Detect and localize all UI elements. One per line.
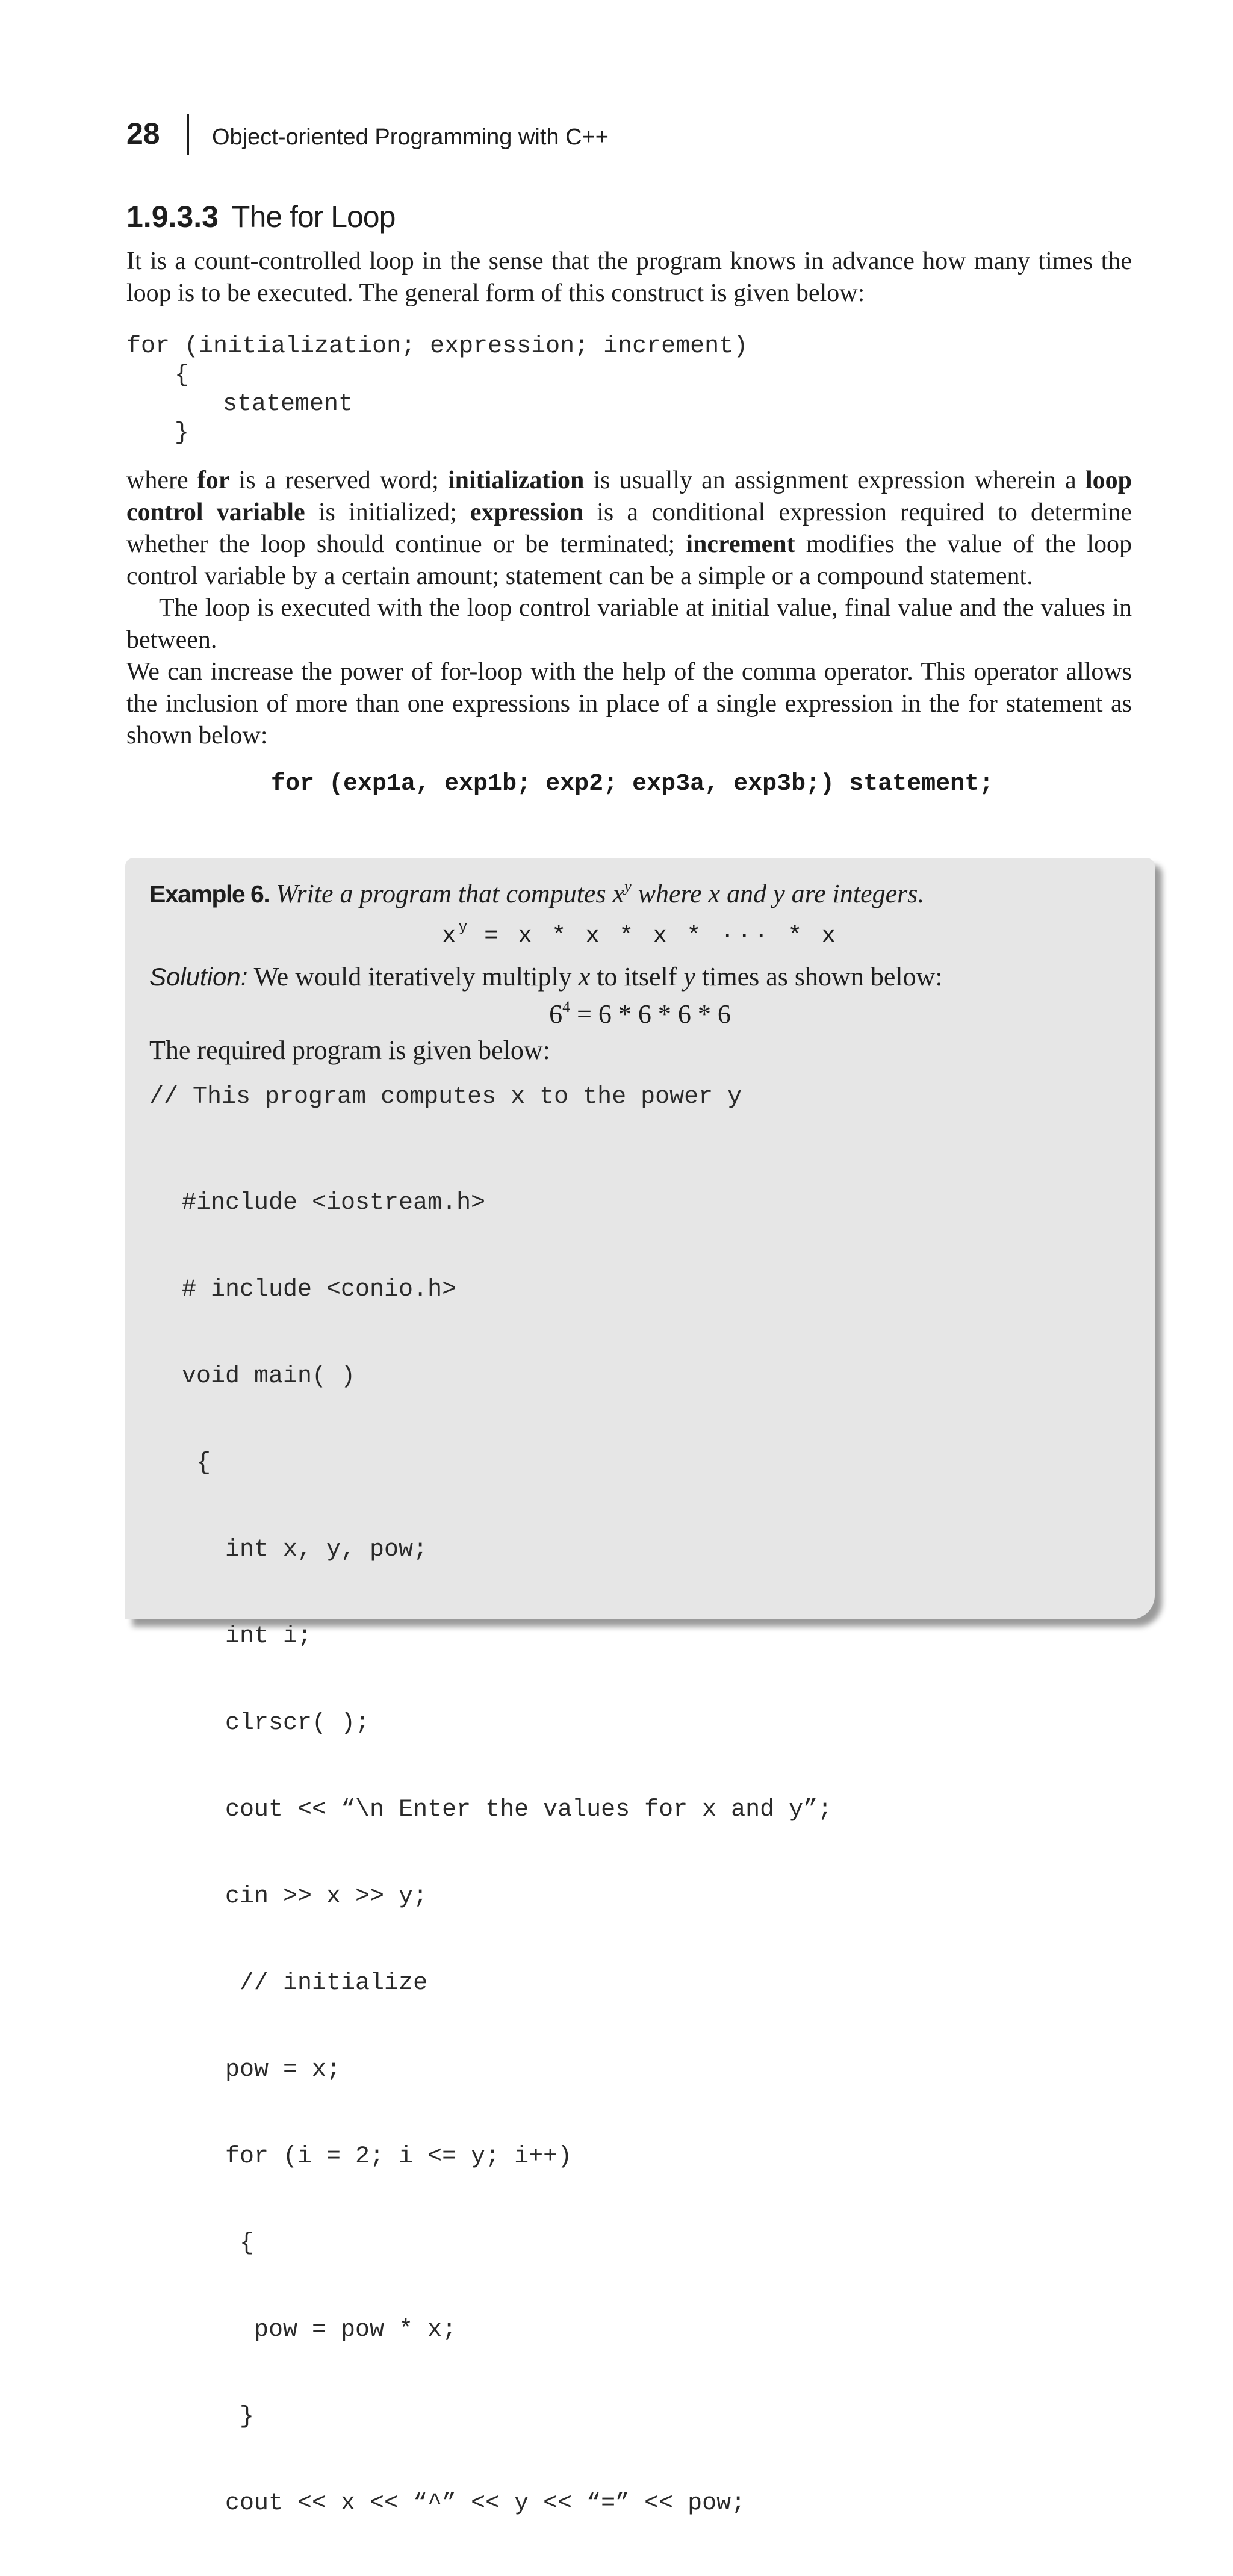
code-line: cout << x << “^” << y << “=” << pow; bbox=[182, 2490, 746, 2517]
code-line: cout << “\n Enter the values for x and y”; bbox=[182, 1796, 833, 1823]
code-line: pow = x; bbox=[182, 2056, 341, 2084]
power-expansion-equation: $x^y = x * x * x$ * ··· * x bbox=[441, 920, 839, 950]
code-line: // initialize bbox=[182, 1970, 428, 1997]
comma-operator-paragraph: We can increase the power of for-loop with the help of the comma operator. This operator allows the inclusion of more than one expressions in place of a single expression in the for statement as shown below: bbox=[126, 658, 1132, 750]
general-form-line-1: for (initialization; expression; increment) bbox=[126, 333, 748, 360]
code-line: { bbox=[182, 1450, 211, 1477]
general-form-line-4: } bbox=[175, 420, 190, 447]
loop-values-paragraph: The loop is executed with the loop control variable at initial value, final value and the values in between. bbox=[126, 594, 1132, 654]
keyword-loop-control-variable: loop control variable bbox=[126, 467, 1132, 526]
page-header bbox=[126, 114, 1150, 157]
code-line: void main( ) bbox=[182, 1363, 356, 1390]
solution-line: Solution: We would iteratively multiply x to itself y times as shown below: bbox=[149, 962, 943, 992]
code-line: pow = pow * x; bbox=[182, 2317, 457, 2344]
explanation-paragraph: where for is a reserved word; initialization is usually an assignment expression wherein a loop control variable is initialized; expression is a conditional expression required to determine whether the loop should continue or be terminated; increment modifies the value of the loop control variable by a certain amount; statement can be a simple or a compound statement. bbox=[126, 467, 1132, 590]
section-title: The for Loop bbox=[231, 200, 396, 234]
general-form-line-3: statement bbox=[223, 391, 353, 418]
intro-paragraph: It is a count-controlled loop in the sense that the program knows in advance how many times the loop is to be executed. The general form of this construct is given below: bbox=[126, 247, 1132, 307]
keyword-initialization: initialization bbox=[447, 467, 585, 494]
section-heading bbox=[126, 196, 395, 238]
code-line: #include <iostream.h> bbox=[182, 1190, 486, 1217]
solution-label: Solution: bbox=[149, 963, 248, 991]
general-form-line-2: { bbox=[175, 362, 190, 389]
code-line: clrscr( ); bbox=[182, 1710, 370, 1737]
code-line: cin >> x >> y; bbox=[182, 1883, 428, 1910]
code-line: int i; bbox=[182, 1623, 312, 1650]
keyword-for: for bbox=[197, 467, 230, 494]
header-divider bbox=[187, 114, 189, 155]
book-title: Object-oriented Programming with C++ bbox=[212, 125, 609, 150]
comma-form-code: for (exp1a, exp1b; exp2; exp3a, exp3b;) statement; bbox=[271, 771, 994, 798]
program-code-block bbox=[182, 1131, 832, 2576]
code-line: { bbox=[182, 2230, 255, 2257]
example-heading: Example 6. Write a program that computes $x^y$ where x and y are integers. bbox=[149, 878, 925, 908]
required-program-text: The required program is given below: bbox=[149, 1035, 550, 1065]
keyword-expression: expression bbox=[470, 498, 584, 526]
keyword-increment: increment bbox=[686, 530, 795, 558]
section-number: 1.9.3.3 bbox=[126, 200, 219, 234]
code-line: int x, y, pow; bbox=[182, 1536, 428, 1563]
example-box bbox=[125, 858, 1155, 2517]
code-line: for (i = 2; i <= y; i++) bbox=[182, 2143, 573, 2170]
code-line: # include <conio.h> bbox=[182, 1276, 457, 1303]
page-number: 28 bbox=[126, 117, 160, 151]
example-label: Example 6. bbox=[149, 880, 270, 908]
numeric-example-equation: $6^4 = 6 * 6 * 6 * 6$ bbox=[549, 998, 731, 1029]
program-comment: // This program computes x to the power y bbox=[149, 1084, 742, 1111]
code-line: } bbox=[182, 2403, 255, 2430]
